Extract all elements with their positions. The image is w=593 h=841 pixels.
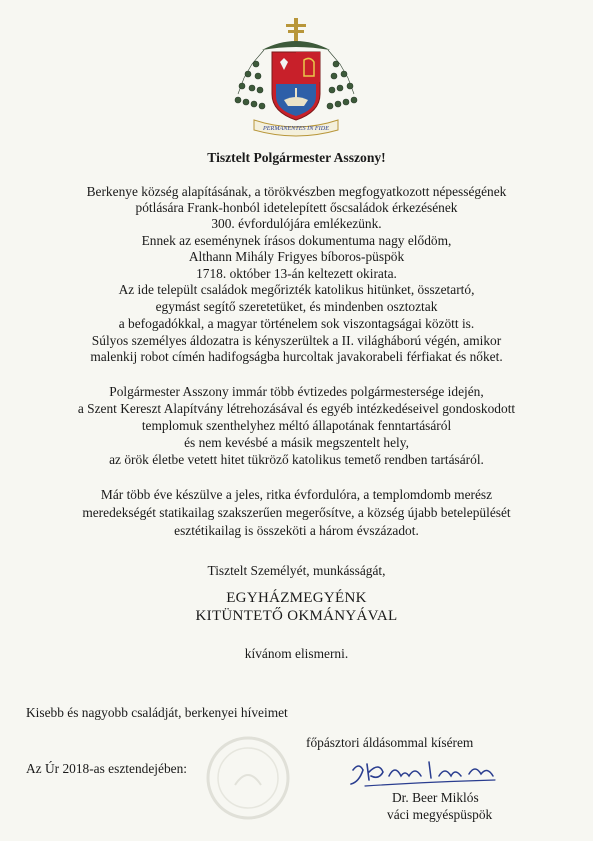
bishop-name: Dr. Beer Miklós bbox=[392, 790, 479, 805]
coat-of-arms-emblem bbox=[232, 16, 360, 138]
paragraph1-line: 300. évfordulójára emlékezünk. bbox=[211, 216, 382, 231]
paragraph1-line: Althann Mihály Frigyes bíboros-püspök bbox=[188, 249, 405, 264]
embossed-seal bbox=[205, 735, 291, 821]
footer-families-line: Kisebb és nagyobb családját, berkenyei híveimet bbox=[26, 705, 288, 720]
paragraph2-line: templomuk szenthelyhez méltó állapotának fenntartásáról bbox=[141, 418, 452, 433]
award-heading: EGYHÁZMEGYÉNK bbox=[226, 590, 367, 606]
paragraph1-line: 1718. október 13-án keltezett okirata. bbox=[196, 266, 397, 281]
paragraph1-line: Berkenye község alapításának, a törökvészben megfogyatkozott népességének bbox=[86, 184, 507, 199]
paragraph3-line: meredekségét statikailag szakszerűen megerősítve, a község újabb betelepülését bbox=[82, 505, 511, 520]
award-heading: KITÜNTETŐ OKMÁNYÁVAL bbox=[195, 608, 398, 624]
paragraph1-line: Ennek az eseménynek írásos dokumentuma nagy elődöm, bbox=[141, 233, 452, 248]
paragraph1-line: pótlására Frank-honból idetelepített őscsaládok érkezésének bbox=[135, 200, 458, 215]
greeting: Tisztelt Polgármester Asszony! bbox=[207, 150, 386, 165]
paragraph1-line: Súlyos személyes áldozatra is kényszerültek a II. világháború végén, amikor bbox=[91, 333, 502, 348]
blessing-line: főpásztori áldásommal kísérem bbox=[306, 735, 474, 750]
date-line: Az Úr 2018-as esztendejében: bbox=[26, 761, 187, 776]
bishop-title: váci megyéspüspök bbox=[387, 807, 493, 822]
signature bbox=[345, 752, 513, 792]
closing-line: kívánom elismerni. bbox=[244, 646, 349, 661]
closing-line: Tisztelt Személyét, munkásságát, bbox=[207, 563, 386, 578]
paragraph1-line: malenkij robot címén hadifogságba hurcoltak javakorabeli férfiakat és nőket. bbox=[90, 349, 503, 364]
motto-text: PERMANENTES IN FIDE bbox=[263, 125, 329, 132]
paragraph3-line: esztétikailag is összeköti a három évszázadot. bbox=[174, 523, 419, 538]
paragraph2-line: az örök életbe vetett hitet tükröző katolikus temető rendben tartásáról. bbox=[109, 452, 484, 467]
paragraph2-line: Polgármester Asszony immár több évtizedes polgármestersége idején, bbox=[109, 384, 484, 399]
paragraph1-line: a befogadókkal, a magyar történelem sok viszontagságai között is. bbox=[118, 316, 475, 331]
paragraph3-line: Már több éve készülve a jeles, ritka évfordulóra, a templomdomb merész bbox=[100, 487, 493, 502]
paragraph2-line: és nem kevésbé a másik megszentelt hely, bbox=[184, 435, 409, 450]
paragraph1-line: egymást segítő szeretetüket, és mindenben osztoztak bbox=[155, 299, 438, 314]
paragraph2-line: a Szent Kereszt Alapítvány létrehozásával és egyéb intézkedéseivel gondoskodott bbox=[77, 401, 516, 416]
paragraph1-line: Az ide települt családok megőrizték katolikus hitünket, összetartó, bbox=[118, 282, 475, 297]
